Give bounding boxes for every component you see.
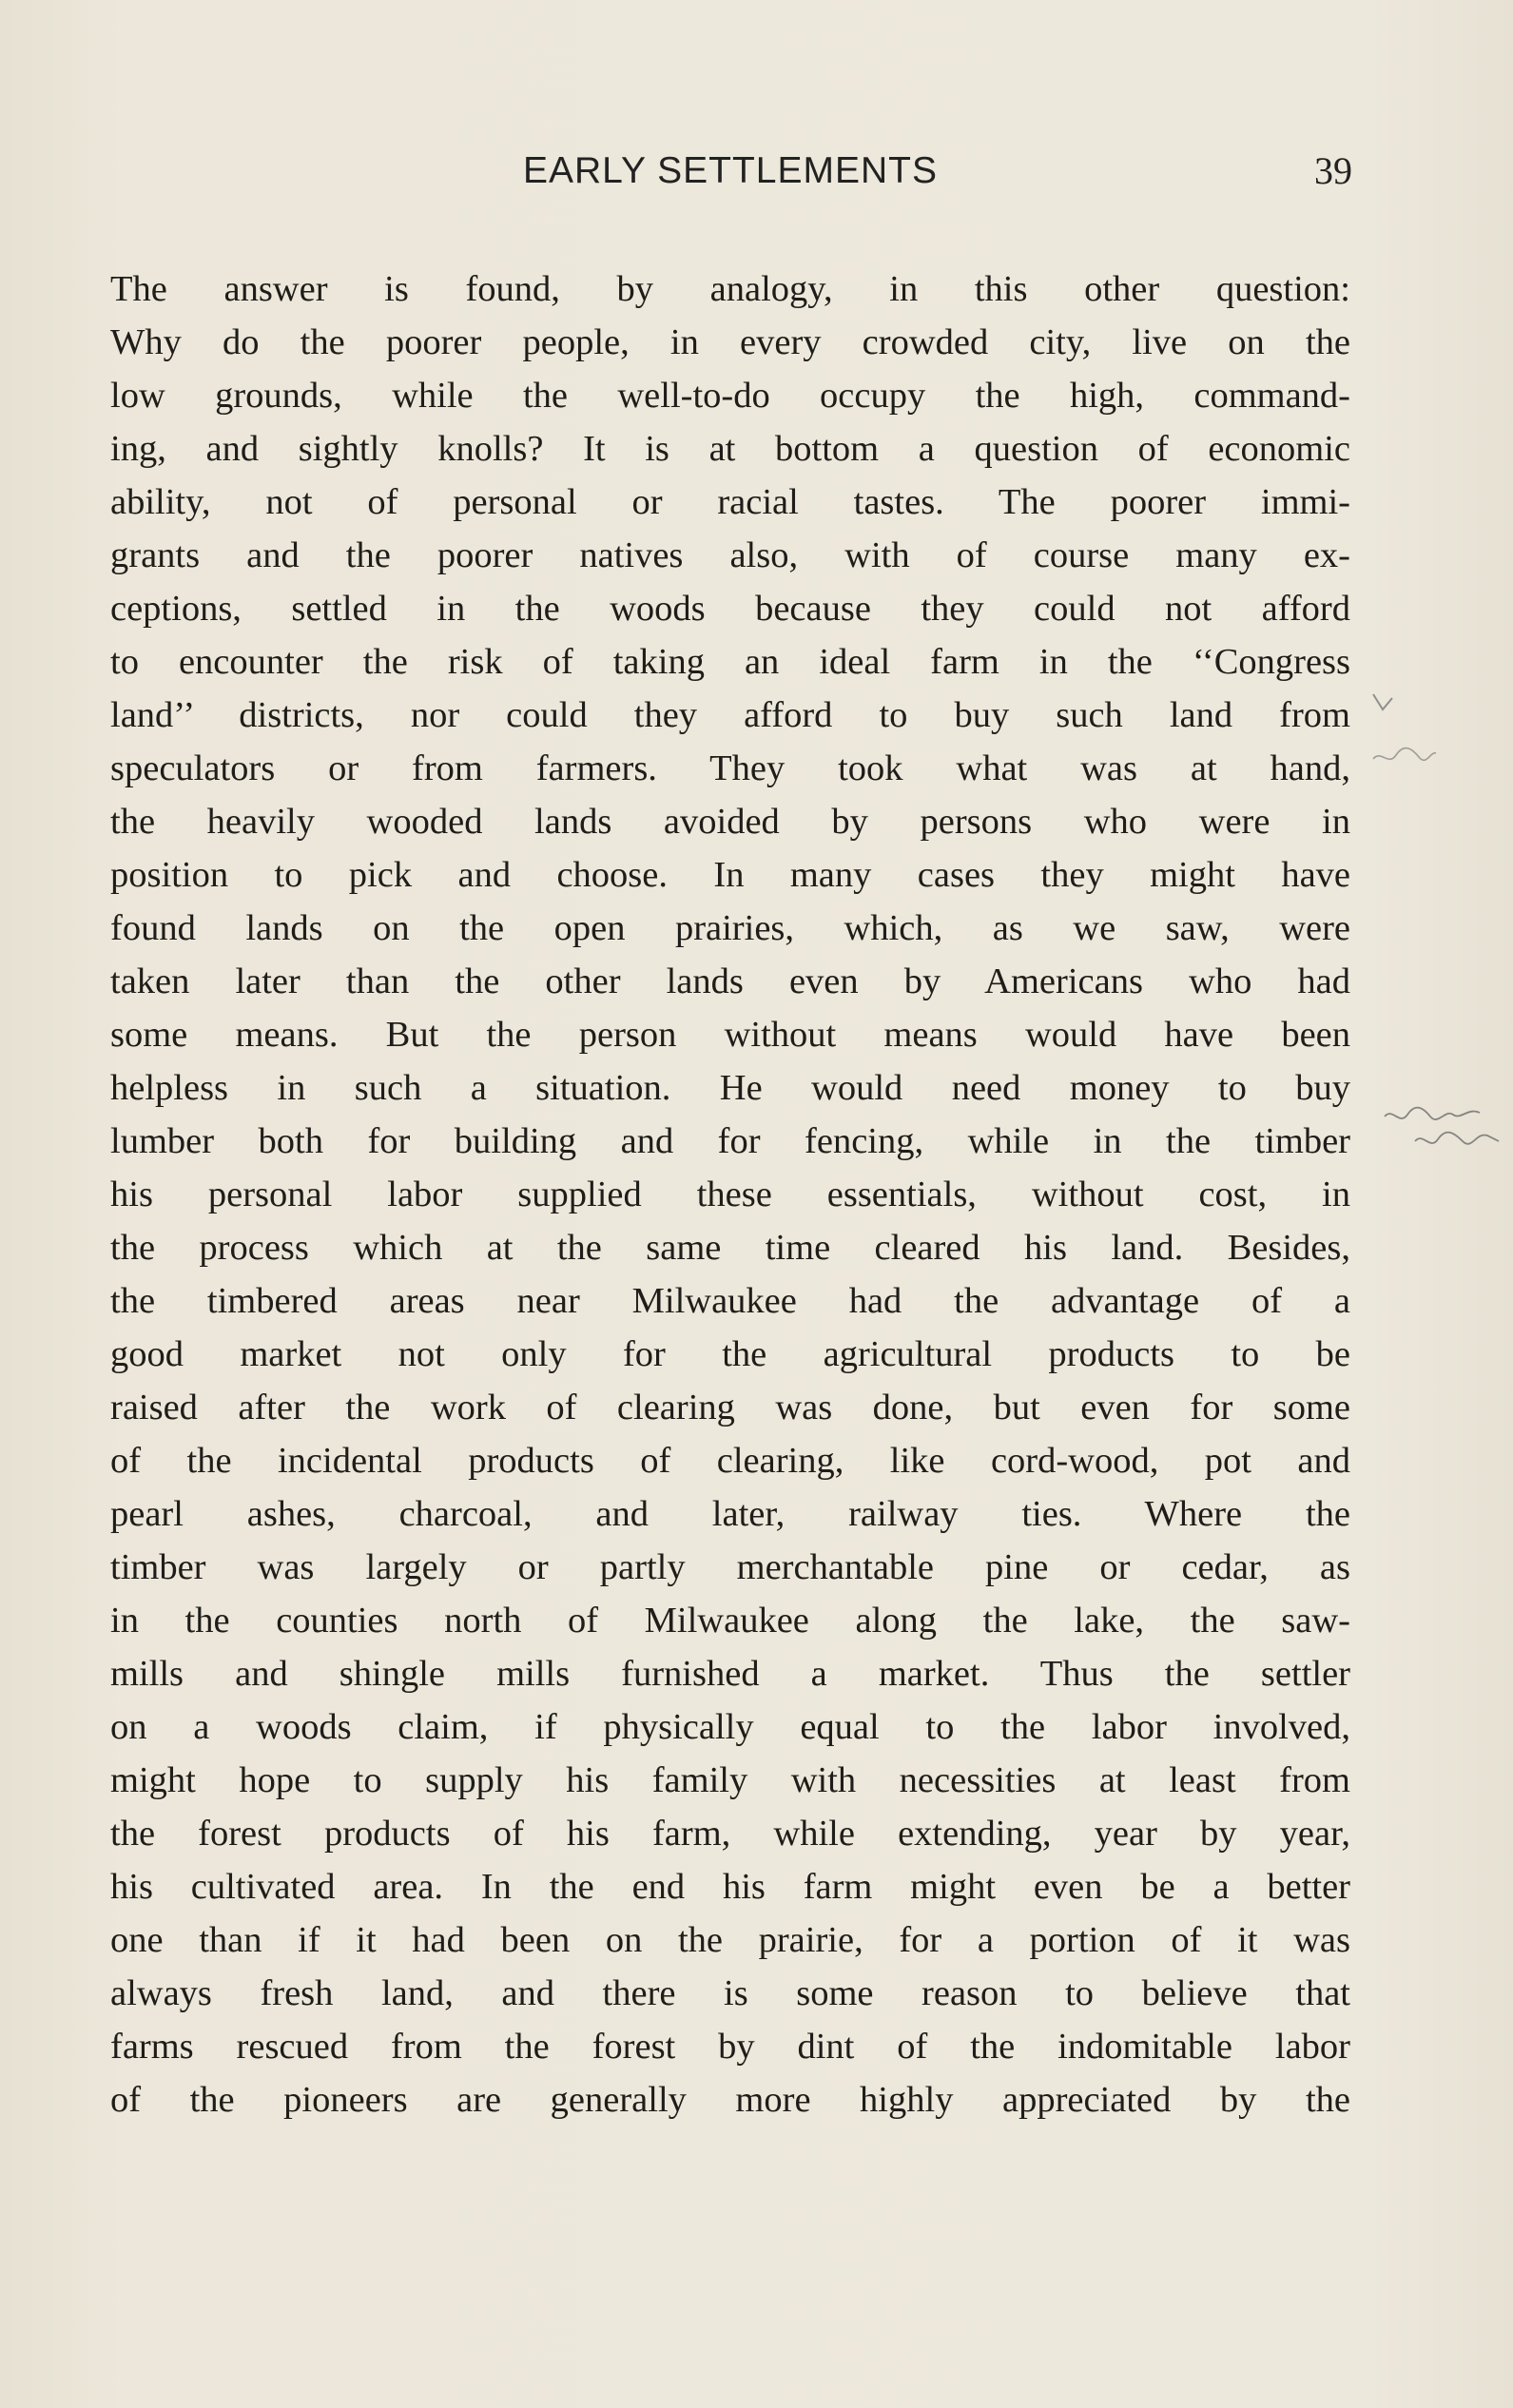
text-line: Why do the poorer people, in every crowded city, live on the (110, 322, 1350, 362)
text-line: ability, not of personal or racial tastes. The poorer immi- (110, 482, 1350, 522)
text-line: speculators or from farmers. They took what was at hand, (110, 748, 1350, 788)
margin-pencil-mark (1381, 1103, 1504, 1160)
text-line: to encounter the risk of taking an ideal farm in the ‘‘Congress (110, 642, 1350, 682)
body-paragraph (110, 262, 1350, 2126)
text-line: pearl ashes, charcoal, and later, railway ties. Where the (110, 1494, 1350, 1534)
text-line: taken later than the other lands even by Americans who had (110, 961, 1350, 1001)
text-line: the heavily wooded lands avoided by persons who were in (110, 802, 1350, 842)
text-line: mills and shingle mills furnished a market. Thus the settler (110, 1654, 1350, 1694)
text-line: land’’ districts, nor could they afford to buy such land from (110, 695, 1350, 735)
page-number: 39 (1314, 149, 1352, 192)
text-line: found lands on the open prairies, which, as we saw, were (110, 908, 1350, 948)
text-line: lumber both for building and for fencing, while in the timber (110, 1121, 1350, 1161)
margin-pencil-mark (1369, 689, 1398, 717)
text-line: low grounds, while the well-to-do occupy the high, command- (110, 376, 1350, 416)
text-line: position to pick and choose. In many cases they might have (110, 855, 1350, 895)
text-line: might hope to supply his family with necessities at least from (110, 1760, 1350, 1800)
text-line: the process which at the same time cleared his land. Besides, (110, 1228, 1350, 1268)
text-line: of the incidental products of clearing, like cord-wood, pot and (110, 1441, 1350, 1481)
text-line: his cultivated area. In the end his farm might even be a better (110, 1867, 1350, 1907)
text-line: ing, and sightly knolls? It is at bottom a question of economic (110, 429, 1350, 469)
text-line: grants and the poorer natives also, with of course many ex- (110, 535, 1350, 575)
text-line: on a woods claim, if physically equal to the labor involved, (110, 1707, 1350, 1747)
text-line: ceptions, settled in the woods because they could not afford (110, 589, 1350, 629)
text-line: helpless in such a situation. He would need money to buy (110, 1068, 1350, 1108)
running-head: EARLY SETTLEMENTS (522, 150, 938, 191)
text-line: the timbered areas near Milwaukee had the advantage of a (110, 1281, 1350, 1321)
text-line: of the pioneers are generally more highly appreciated by the (110, 2080, 1350, 2120)
text-line: some means. But the person without means would have been (110, 1015, 1350, 1055)
text-line: the forest products of his farm, while extending, year by year, (110, 1814, 1350, 1854)
text-line: good market not only for the agricultural products to be (110, 1334, 1350, 1374)
text-line: The answer is found, by analogy, in this other question: (110, 269, 1350, 309)
text-line: in the counties north of Milwaukee along the lake, the saw- (110, 1601, 1350, 1641)
text-line: timber was largely or partly merchantable pine or cedar, as (110, 1547, 1350, 1587)
text-line: raised after the work of clearing was done, but even for some (110, 1388, 1350, 1427)
text-line: farms rescued from the forest by dint of the indomitable labor (110, 2027, 1350, 2067)
text-line: one than if it had been on the prairie, for a portion of it was (110, 1920, 1350, 1960)
margin-pencil-mark (1371, 742, 1438, 770)
page-header (110, 143, 1350, 200)
text-line: his personal labor supplied these essentials, without cost, in (110, 1175, 1350, 1214)
text-line: always fresh land, and there is some reason to believe that (110, 1973, 1350, 2013)
